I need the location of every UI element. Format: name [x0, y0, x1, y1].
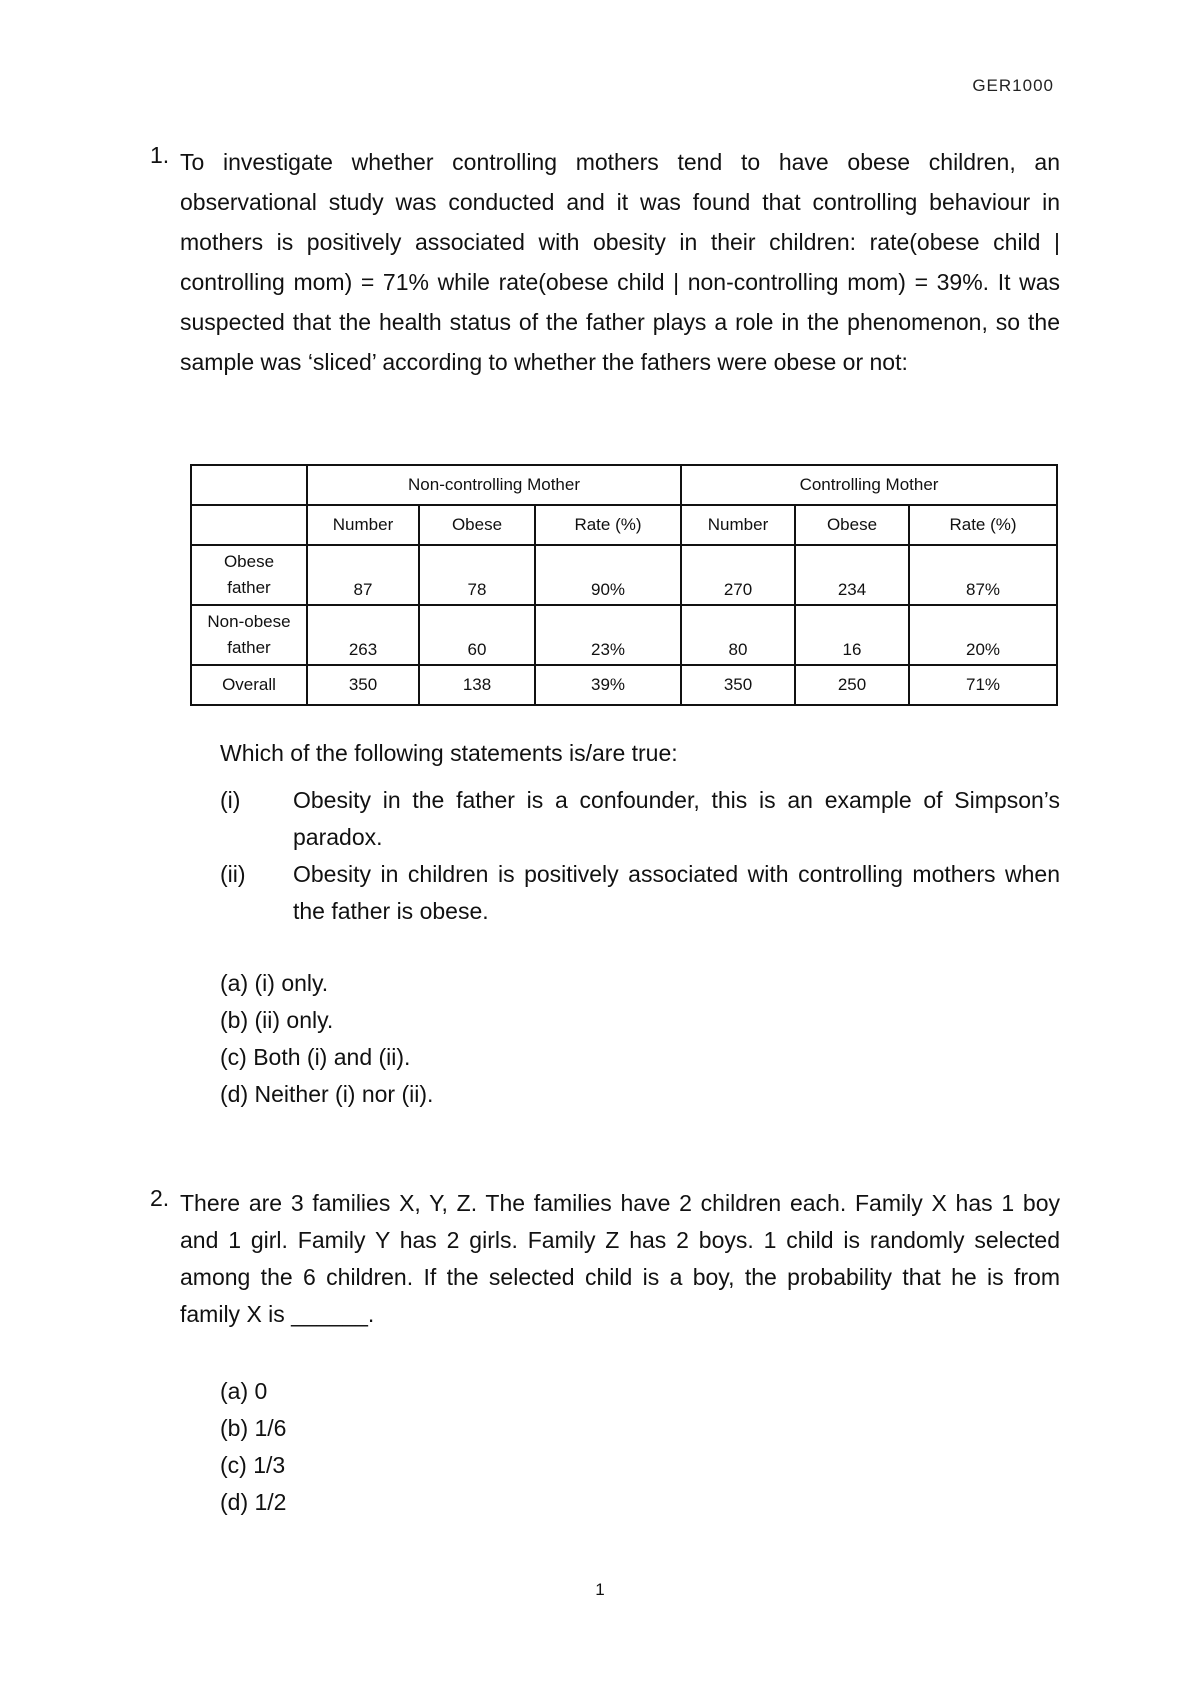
table-row — [191, 605, 1057, 665]
statements-prompt: Which of the following statements is/are true: — [220, 740, 678, 766]
table-cell: 250 — [795, 665, 909, 705]
answer-option: (a) (i) only. — [220, 970, 329, 996]
answer-option: (d) 1/2 — [220, 1489, 287, 1515]
table-cell: 87% — [909, 545, 1057, 605]
table-row — [191, 665, 1057, 705]
table-cell: 60 — [419, 605, 535, 665]
row-label: Obese father — [191, 545, 307, 605]
answer-option: (c) Both (i) and (ii). — [220, 1044, 411, 1070]
statement-mark: (i) — [220, 787, 241, 813]
question-number: 2. — [150, 1185, 170, 1211]
table-cell: 234 — [795, 545, 909, 605]
answer-option: (a) 0 — [220, 1378, 268, 1404]
table-cell: 16 — [795, 605, 909, 665]
table-cell: 350 — [307, 665, 419, 705]
table-cell: 90% — [535, 545, 681, 605]
group-header-noncontrolling: Non-controlling Mother — [307, 465, 681, 505]
question-text: There are 3 families X, Y, Z. The families have 2 children each. Family X has 1 boy and 1 girl. Family Y has 2 girls. Family Z has 2 boys. 1 child is randomly selected among the 6 children. If the selected child is a boy, the probability that he is from family X is ______. — [180, 1190, 1060, 1327]
table-corner-cell — [191, 465, 307, 505]
row-label: Overall — [191, 665, 307, 705]
question-2 — [150, 1185, 1060, 1333]
q2-options — [220, 1373, 286, 1521]
column-header: Obese — [419, 505, 535, 545]
course-code: GER1000 — [972, 76, 1054, 95]
table-cell: 138 — [419, 665, 535, 705]
table-cell: 39% — [535, 665, 681, 705]
question-text: To investigate whether controlling mothers tend to have obese children, an observational study was conducted and it was found that controlling behaviour in mothers is positively associated with obesity in their children: rate(obese child | controlling mom) = 71% while rate(obese child | non-controlling mom) = 39%. It was suspected that the health status of the father plays a role in the phenomenon, so the sample was ‘sliced’ according to whether the fathers were obese or not: — [180, 149, 1060, 375]
page-number: 1 — [595, 1580, 605, 1599]
table-cell: 78 — [419, 545, 535, 605]
question-1 — [150, 142, 1060, 382]
question-number: 1. — [150, 142, 170, 168]
table-cell: 20% — [909, 605, 1057, 665]
answer-option: (b) (ii) only. — [220, 1007, 334, 1033]
answer-option: (b) 1/6 — [220, 1415, 287, 1441]
table-cell: 80 — [681, 605, 795, 665]
table-cell: 71% — [909, 665, 1057, 705]
data-table — [190, 464, 1058, 706]
table-row — [191, 545, 1057, 605]
table-cell: 87 — [307, 545, 419, 605]
statement-text: Obesity in the father is a confounder, this is an example of Simpson’s paradox. — [293, 787, 1060, 850]
table-cell: 350 — [681, 665, 795, 705]
statement-mark: (ii) — [220, 861, 246, 887]
statement — [220, 782, 1060, 856]
statement — [220, 856, 1060, 930]
column-header: Number — [307, 505, 419, 545]
column-header: Number — [681, 505, 795, 545]
table-corner-cell — [191, 505, 307, 545]
table-group-header-row — [191, 465, 1057, 505]
table-sub-header-row — [191, 505, 1057, 545]
table-cell: 270 — [681, 545, 795, 605]
column-header: Rate (%) — [535, 505, 681, 545]
statements-list — [220, 782, 1060, 930]
column-header: Rate (%) — [909, 505, 1057, 545]
answer-option: (c) 1/3 — [220, 1452, 286, 1478]
column-header: Obese — [795, 505, 909, 545]
statement-text: Obesity in children is positively associated with controlling mothers when the father is obese. — [293, 861, 1060, 924]
group-header-controlling: Controlling Mother — [681, 465, 1057, 505]
table-cell: 263 — [307, 605, 419, 665]
q1-options — [220, 965, 433, 1113]
row-label: Non-obese father — [191, 605, 307, 665]
table-cell: 23% — [535, 605, 681, 665]
answer-option: (d) Neither (i) nor (ii). — [220, 1081, 434, 1107]
